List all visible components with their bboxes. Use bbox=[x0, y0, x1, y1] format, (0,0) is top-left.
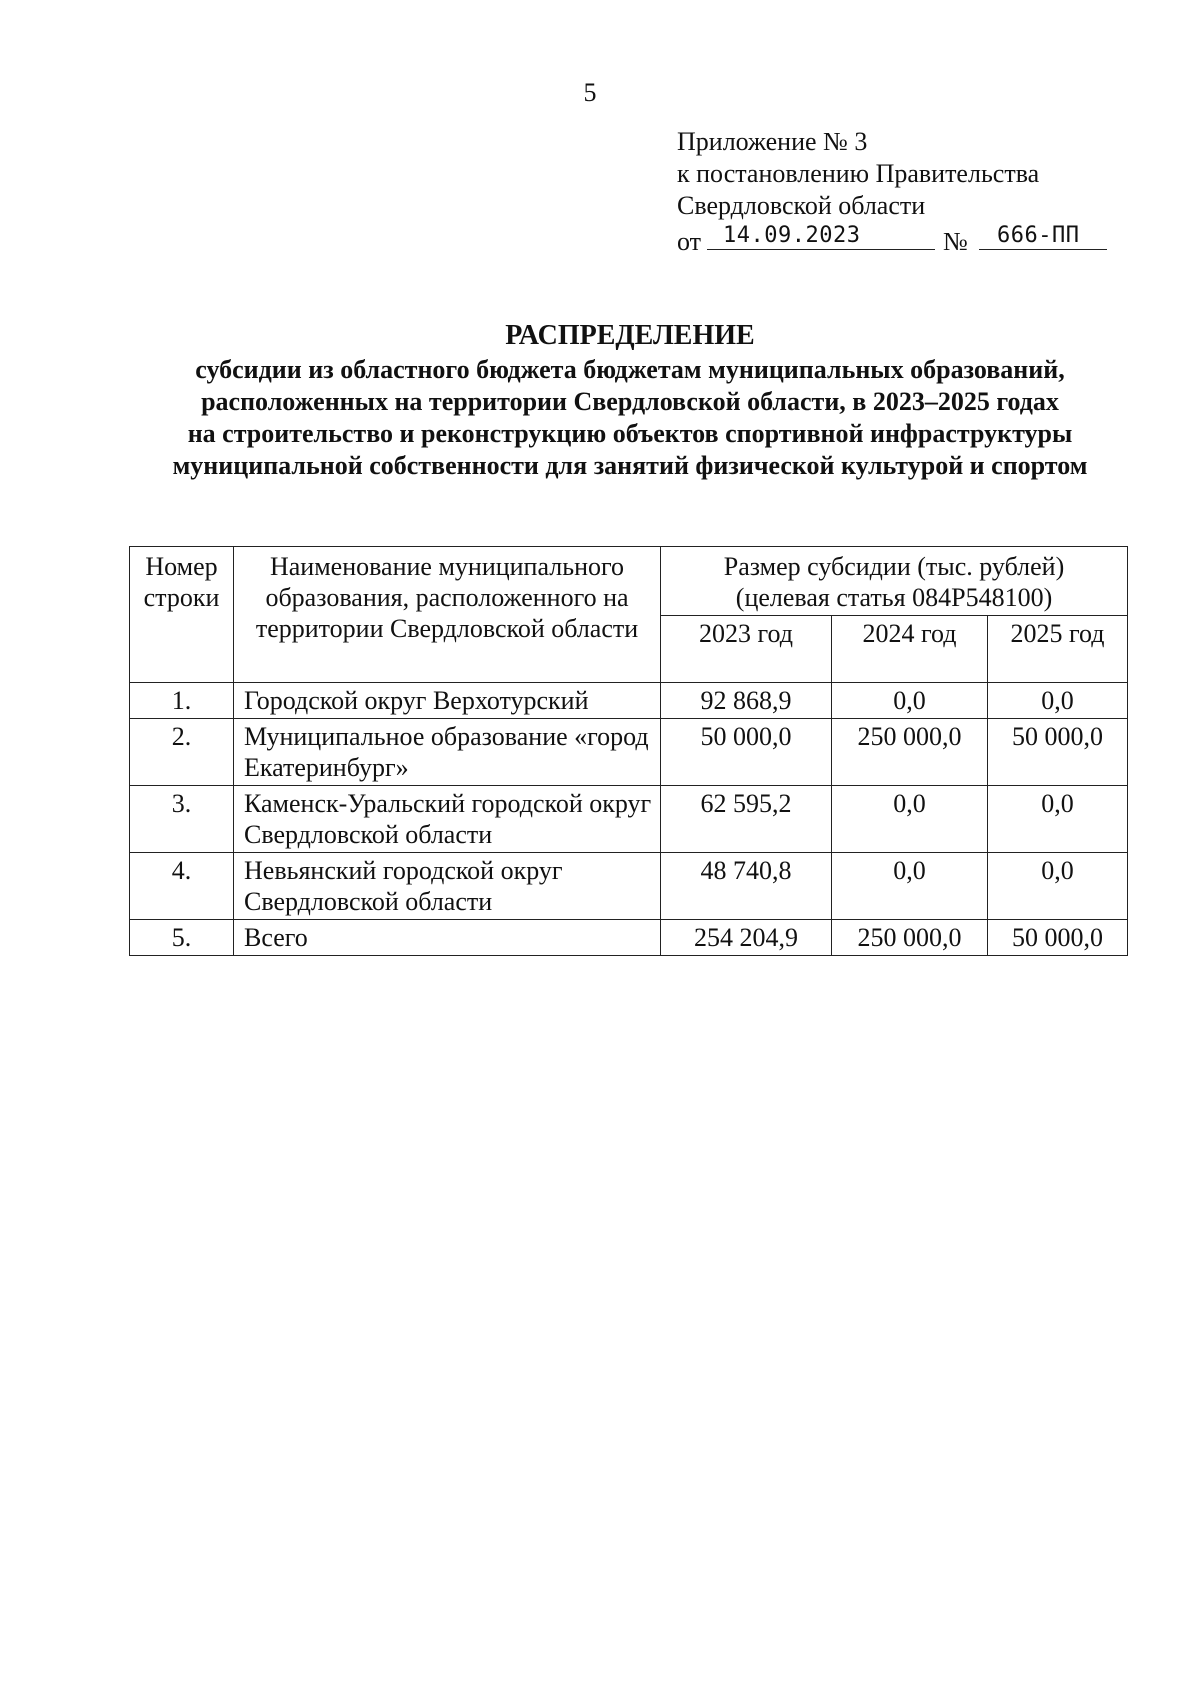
row-number: 2. bbox=[130, 719, 234, 786]
row-2025: 50 000,0 bbox=[988, 920, 1128, 956]
row-2025: 0,0 bbox=[988, 853, 1128, 920]
document-title bbox=[100, 318, 1160, 482]
number-field: 666-ПП bbox=[979, 220, 1107, 250]
header-subsidy bbox=[661, 547, 1128, 616]
row-2024: 0,0 bbox=[832, 683, 988, 719]
row-2023: 50 000,0 bbox=[661, 719, 832, 786]
title-main: РАСПРЕДЕЛЕНИЕ bbox=[505, 320, 755, 351]
header-row-number: Номер строки bbox=[130, 547, 234, 683]
table-row bbox=[130, 719, 1128, 786]
table-header-row-1 bbox=[130, 547, 1128, 616]
header-subsidy-line-2: (целевая статья 084P548100) bbox=[735, 583, 1053, 612]
title-line-1: субсидии из областного бюджета бюджетам муниципальных образований, bbox=[195, 355, 1065, 384]
row-2025: 0,0 bbox=[988, 786, 1128, 853]
row-2023: 92 868,9 bbox=[661, 683, 832, 719]
row-name: Муниципальное образование «город Екатеринбург» bbox=[234, 719, 661, 786]
row-name: Каменск-Уральский городской округ Свердловской области bbox=[234, 786, 661, 853]
header-subsidy-line-1: Размер субсидии (тыс. рублей) bbox=[723, 552, 1065, 581]
page-number: 5 bbox=[583, 78, 597, 107]
appendix-region: Свердловской области bbox=[677, 191, 926, 220]
row-number: 5. bbox=[130, 920, 234, 956]
table-row bbox=[130, 853, 1128, 920]
title-line-2: расположенных на территории Свердловской области, в 2023–2025 годах bbox=[201, 387, 1059, 416]
row-name: Невьянский городской округ Свердловской области bbox=[234, 853, 661, 920]
title-line-4: муниципальной собственности для занятий физической культурой и спортом bbox=[172, 451, 1088, 480]
table-row-total bbox=[130, 920, 1128, 956]
row-2024: 0,0 bbox=[832, 786, 988, 853]
date-label: от bbox=[677, 227, 702, 256]
subsidy-table bbox=[129, 546, 1128, 956]
row-2023: 254 204,9 bbox=[661, 920, 832, 956]
number-label: № bbox=[943, 227, 968, 256]
row-2024: 250 000,0 bbox=[832, 920, 988, 956]
row-2023: 62 595,2 bbox=[661, 786, 832, 853]
row-2024: 0,0 bbox=[832, 853, 988, 920]
appendix-resolution: к постановлению Правительства bbox=[677, 159, 1040, 188]
row-2023: 48 740,8 bbox=[661, 853, 832, 920]
row-2024: 250 000,0 bbox=[832, 719, 988, 786]
appendix-title: Приложение № 3 bbox=[677, 127, 868, 156]
row-number: 1. bbox=[130, 683, 234, 719]
title-line-3: на строительство и реконструкцию объектов спортивной инфраструктуры bbox=[187, 419, 1073, 448]
row-number: 3. bbox=[130, 786, 234, 853]
header-year-2025: 2025 год bbox=[988, 616, 1128, 683]
table-row bbox=[130, 786, 1128, 853]
row-number: 4. bbox=[130, 853, 234, 920]
row-name: Всего bbox=[234, 920, 661, 956]
row-2025: 50 000,0 bbox=[988, 719, 1128, 786]
table-row bbox=[130, 683, 1128, 719]
appendix-block bbox=[677, 126, 1080, 256]
row-name: Городской округ Верхотурский bbox=[234, 683, 661, 719]
header-year-2024: 2024 год bbox=[832, 616, 988, 683]
date-number-row bbox=[677, 222, 1080, 256]
row-2025: 0,0 bbox=[988, 683, 1128, 719]
date-field: 14.09.2023 bbox=[707, 220, 935, 250]
header-name: Наименование муниципального образования, расположенного на территории Свердловской области bbox=[234, 547, 661, 683]
header-year-2023: 2023 год bbox=[661, 616, 832, 683]
